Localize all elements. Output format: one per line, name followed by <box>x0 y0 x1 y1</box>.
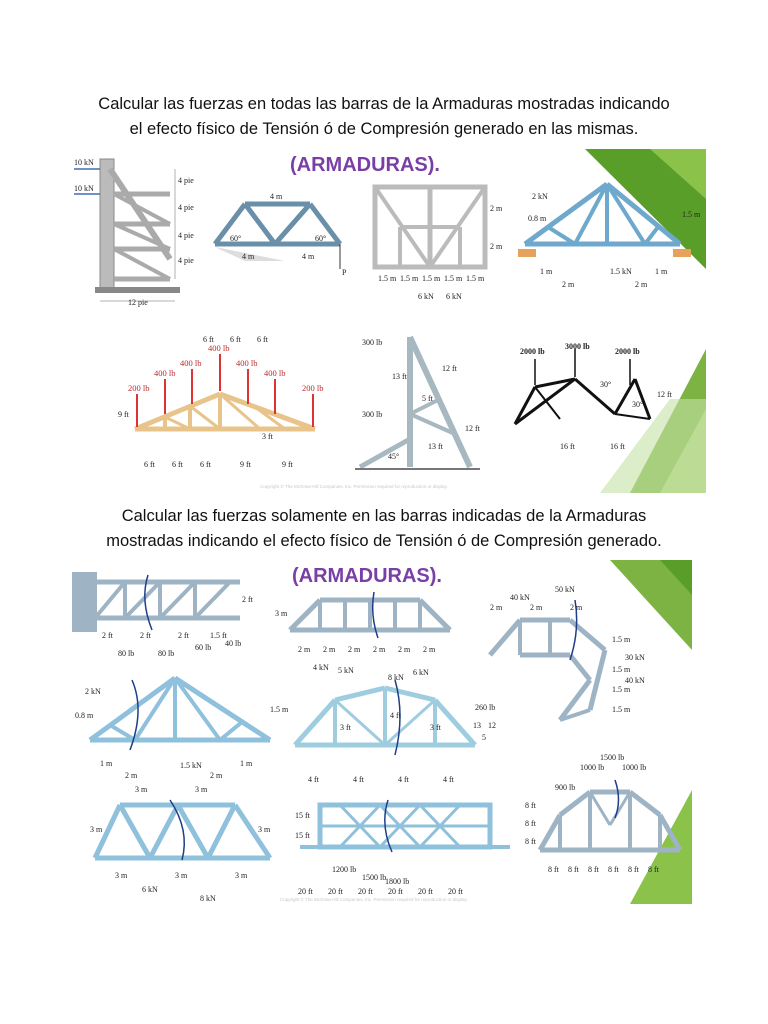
s8-load-1: 1200 lb <box>332 865 357 874</box>
s4-dim-3: 1 m <box>100 759 113 768</box>
s6-dim-1: 8 ft <box>525 801 536 810</box>
t5-load-3: 400 lb <box>180 358 202 368</box>
s4-dim-5: 2 m <box>210 771 223 780</box>
t3-load-1: 6 kN <box>418 292 434 301</box>
t2-top: 4 m <box>270 192 283 201</box>
t3-bottom-4: 1.5 m <box>444 274 463 283</box>
section2-line-1: Calcular las fuerzas solamente en las barras indicadas de la Armaduras <box>121 507 647 525</box>
t1-dim-3: 4 pie <box>178 231 194 240</box>
s6-dim-3: 8 ft <box>525 837 536 846</box>
t5-bottom-4: 9 ft <box>240 460 251 469</box>
s2-height: 3 m <box>275 609 288 618</box>
truss-7 <box>515 349 650 424</box>
s4-dim-4: 2 m <box>125 771 138 780</box>
s6-bottom-3: 8 ft <box>588 865 599 874</box>
truss-1 <box>74 159 180 301</box>
truss-s8 <box>300 800 510 852</box>
s6-load-4: 900 lb <box>555 783 576 792</box>
t7-dim-3: 16 ft <box>610 442 625 451</box>
t3-bottom-2: 1.5 m <box>400 274 419 283</box>
s7-top-1: 3 m <box>135 785 148 794</box>
t5-height: 9 ft <box>118 410 129 419</box>
t4-dim-6: 1 m <box>655 267 668 276</box>
s5-bottom-2: 4 ft <box>353 775 364 784</box>
t5-load-7: 200 lb <box>302 383 324 393</box>
t5-small: 3 ft <box>262 432 273 441</box>
t3-dim-1: 2 m <box>490 204 503 213</box>
s1-load-4: 40 lb <box>225 639 242 648</box>
panel1-title: (ARMADURAS). <box>290 154 440 176</box>
truss-6 <box>355 337 480 469</box>
s6-bottom-5: 8 ft <box>628 865 639 874</box>
t4-dim-5: 2 m <box>635 280 648 289</box>
t5-top-1: 6 ft <box>203 335 214 344</box>
t6-load-1: 300 lb <box>362 338 383 347</box>
truss-5 <box>135 354 315 429</box>
t2-angle-2: 60° <box>315 234 327 243</box>
t5-bottom-2: 6 ft <box>172 460 183 469</box>
truss-s7 <box>95 800 270 860</box>
s8-load-2: 1500 lb <box>362 873 387 882</box>
t1-dim-1: 4 pie <box>178 176 194 185</box>
s5-dim-1: 4 ft <box>390 711 401 720</box>
s2-bottom-4: 2 m <box>373 645 386 654</box>
t4-dim-2: 1.5 m <box>682 210 701 219</box>
truss-s2 <box>290 592 450 638</box>
s7-bottom-2: 3 m <box>175 871 188 880</box>
t4-dim-4: 2 m <box>562 280 575 289</box>
s6-load-3: 1000 lb <box>622 763 647 772</box>
t4-load-2: 1.5 kN <box>610 267 632 276</box>
t1-base: 12 pie <box>128 298 148 307</box>
t5-load-4: 400 lb <box>208 343 230 353</box>
truss-3 <box>375 187 485 267</box>
panel2-copyright: Copyright © The McGraw-Hill Companies, Inc. Permission required for reproduction or display. <box>280 897 468 902</box>
s1-bottom-2: 2 ft <box>140 631 151 640</box>
s7-bottom-3: 3 m <box>235 871 248 880</box>
panel1-copyright: Copyright © The McGraw-Hill Companies, Inc. Permission required for reproduction or display. <box>260 484 448 489</box>
t5-load-6: 400 lb <box>264 368 286 378</box>
s3-dim-2: 1.5 m <box>612 665 631 674</box>
t1-dim-2: 4 pie <box>178 203 194 212</box>
s2-bottom-3: 2 m <box>348 645 361 654</box>
t2-load: P <box>342 268 347 277</box>
t7-dim-2: 16 ft <box>560 442 575 451</box>
truss-panel-1-drawing <box>70 149 706 493</box>
intro-line-2: el efecto físico de Tensión ó de Compresión generado en las mismas. <box>129 120 639 138</box>
s4-load-2: 1.5 kN <box>180 761 202 770</box>
s8-bottom-6: 20 ft <box>448 887 463 896</box>
panel2-title: (ARMADURAS). <box>292 565 442 587</box>
s2-load-2: 5 kN <box>338 666 354 675</box>
t6-load-2: 300 lb <box>362 410 383 419</box>
s3-load-1: 40 kN <box>510 593 530 602</box>
t3-bottom-3: 1.5 m <box>422 274 441 283</box>
t4-load-1: 2 kN <box>532 192 548 201</box>
intro-paragraph <box>0 92 768 142</box>
s8-bottom-3: 20 ft <box>358 887 373 896</box>
s4-dim-1: 0.8 m <box>75 711 94 720</box>
s7-side-2: 3 m <box>258 825 271 834</box>
t6-dim-4: 12 ft <box>465 424 480 433</box>
s8-height-1: 15 ft <box>295 811 310 820</box>
s6-load-1: 1500 lb <box>600 753 625 762</box>
t4-dim-1: 0.8 m <box>528 214 547 223</box>
t5-top-3: 6 ft <box>257 335 268 344</box>
s6-load-2: 1000 lb <box>580 763 605 772</box>
s3-load-3: 30 kN <box>625 653 645 662</box>
s1-bottom-1: 2 ft <box>102 631 113 640</box>
s7-side-1: 3 m <box>90 825 103 834</box>
s2-bottom-1: 2 m <box>298 645 311 654</box>
s5-dim-2: 3 ft <box>340 723 351 732</box>
t7-angle-2: 30° <box>632 400 644 409</box>
s8-load-3: 1800 lb <box>385 877 410 886</box>
s8-bottom-4: 20 ft <box>388 887 403 896</box>
s5-bottom-1: 4 ft <box>308 775 319 784</box>
t5-bottom-1: 6 ft <box>144 460 155 469</box>
s2-load-4: 6 kN <box>413 668 429 677</box>
s1-load-1: 80 lb <box>118 649 135 658</box>
t5-load-2: 400 lb <box>154 368 176 378</box>
t6-dim-5: 13 ft <box>428 442 443 451</box>
s8-height-2: 15 ft <box>295 831 310 840</box>
s4-dim-6: 1 m <box>240 759 253 768</box>
t5-load-1: 200 lb <box>128 383 150 393</box>
truss-panel-selected-members <box>70 560 692 904</box>
t6-dim-3: 5 ft <box>422 394 433 403</box>
s8-bottom-1: 20 ft <box>298 887 313 896</box>
s2-bottom-2: 2 m <box>323 645 336 654</box>
t3-dim-2: 2 m <box>490 242 503 251</box>
s5-slope-2: 12 <box>488 721 496 730</box>
s3-top-2: 2 m <box>530 603 543 612</box>
t7-load-1: 2000 lb <box>520 347 545 356</box>
s1-bottom-4: 1.5 ft <box>210 631 227 640</box>
s6-bottom-6: 8 ft <box>648 865 659 874</box>
t2-bottom-1: 4 m <box>242 252 255 261</box>
s3-top-1: 2 m <box>490 603 503 612</box>
intro-line-1: Calcular las fuerzas en todas las barras de la Armaduras mostradas indicando <box>98 95 670 113</box>
section2-paragraph <box>0 504 768 554</box>
s6-dim-2: 8 ft <box>525 819 536 828</box>
s5-dim-3: 3 ft <box>430 723 441 732</box>
s5-slope-3: 5 <box>482 733 486 742</box>
truss-s5 <box>295 680 475 755</box>
t3-bottom-1: 1.5 m <box>378 274 397 283</box>
s3-dim-3: 1.5 m <box>612 685 631 694</box>
s4-dim-2: 1.5 m <box>270 705 289 714</box>
s6-bottom-4: 8 ft <box>608 865 619 874</box>
t2-bottom-2: 4 m <box>302 252 315 261</box>
s3-dim-4: 1.5 m <box>612 705 631 714</box>
s7-load-1: 6 kN <box>142 885 158 894</box>
t7-dim-1: 12 ft <box>657 390 672 399</box>
s2-bottom-5: 2 m <box>398 645 411 654</box>
s5-bottom-4: 4 ft <box>443 775 454 784</box>
t5-bottom-5: 9 ft <box>282 460 293 469</box>
t5-top-2: 6 ft <box>230 335 241 344</box>
s6-bottom-2: 8 ft <box>568 865 579 874</box>
t3-bottom-5: 1.5 m <box>466 274 485 283</box>
truss-s1 <box>72 572 240 632</box>
t1-load-2: 10 kN <box>74 184 94 193</box>
s5-bottom-3: 4 ft <box>398 775 409 784</box>
truss-s4 <box>90 678 270 750</box>
s8-bottom-2: 20 ft <box>328 887 343 896</box>
t2-angle-1: 60° <box>230 234 242 243</box>
s7-top-2: 3 m <box>195 785 208 794</box>
s1-height: 2 ft <box>242 595 253 604</box>
s2-load-1: 4 kN <box>313 663 329 672</box>
t5-bottom-3: 6 ft <box>200 460 211 469</box>
s1-load-3: 60 lb <box>195 643 212 652</box>
s3-top-3: 2 m <box>570 603 583 612</box>
s8-bottom-5: 20 ft <box>418 887 433 896</box>
t1-load-1: 10 kN <box>74 158 94 167</box>
t7-angle-1: 30° <box>600 380 612 389</box>
s6-bottom-1: 8 ft <box>548 865 559 874</box>
t4-dim-3: 1 m <box>540 267 553 276</box>
s3-load-4: 40 kN <box>625 676 645 685</box>
section2-line-2: mostradas indicando el efecto físico de Tensión ó de Compresión generado. <box>106 532 662 550</box>
s7-load-2: 8 kN <box>200 894 216 903</box>
s1-bottom-3: 2 ft <box>178 631 189 640</box>
t7-load-2: 3000 lb <box>565 342 590 351</box>
t6-dim-1: 13 ft <box>392 372 407 381</box>
s3-dim-1: 1.5 m <box>612 635 631 644</box>
s1-load-2: 80 lb <box>158 649 175 658</box>
t6-angle: 45° <box>388 452 400 461</box>
truss-panel-2-drawing <box>70 560 692 904</box>
s2-load-3: 8 kN <box>388 673 404 682</box>
t3-load-2: 6 kN <box>446 292 462 301</box>
truss-s3 <box>490 600 605 720</box>
truss-panel-all-members <box>70 149 706 493</box>
s3-load-2: 50 kN <box>555 585 575 594</box>
t1-dim-4: 4 pie <box>178 256 194 265</box>
s5-load: 260 lb <box>475 703 496 712</box>
t5-load-5: 400 lb <box>236 358 258 368</box>
t6-dim-2: 12 ft <box>442 364 457 373</box>
s2-bottom-6: 2 m <box>423 645 436 654</box>
s4-load-1: 2 kN <box>85 687 101 696</box>
t7-load-3: 2000 lb <box>615 347 640 356</box>
s7-bottom-1: 3 m <box>115 871 128 880</box>
s5-slope-1: 13 <box>473 721 481 730</box>
